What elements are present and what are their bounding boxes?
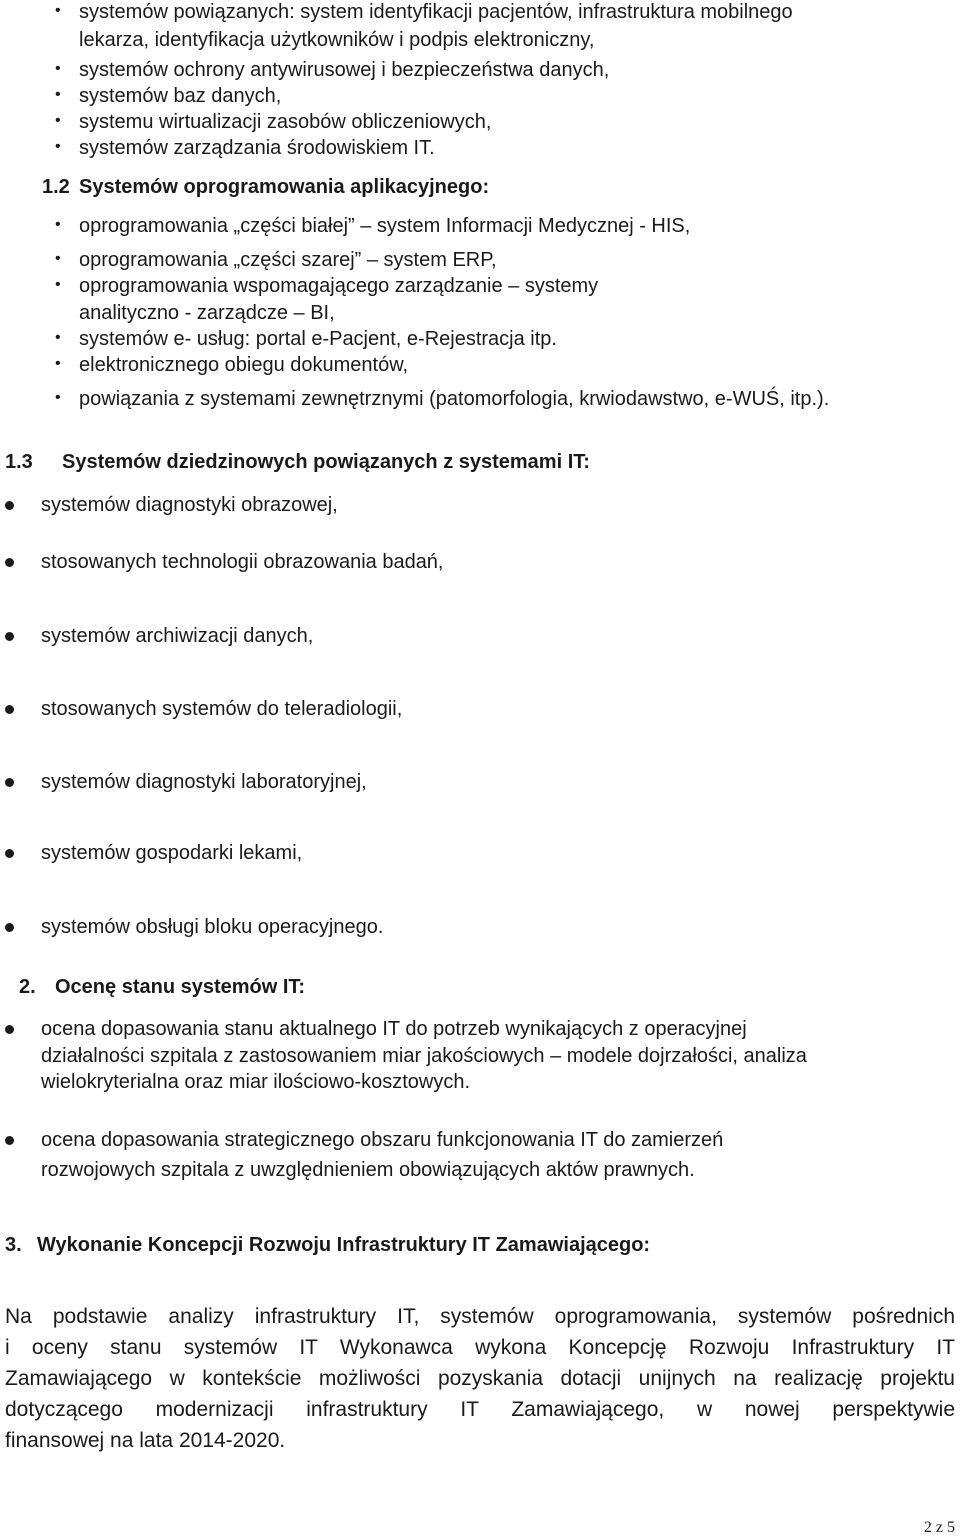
paragraph-line: finansowej na lata 2014-2020. [5,1429,286,1452]
list-item: systemów baz danych, [79,85,282,107]
bullet [5,778,14,787]
page-number: 2 z 5 [923,1519,955,1536]
list-item: systemów zarządzania środowiskiem IT. [79,137,435,159]
list-item: systemów gospodarki lekami, [41,842,303,864]
bullet: • [55,329,61,346]
list-item: stosowanych systemów do teleradiologii, [41,698,403,720]
section-number: 1.3 [5,451,33,473]
bullet: • [55,389,61,406]
bullet: • [55,112,61,129]
list-item: oprogramowania „części szarej” – system ERP, [79,249,497,271]
bullet: • [55,2,61,19]
section-heading: Systemów dziedzinowych powiązanych z systemami IT: [62,451,590,473]
list-item-continuation: działalności szpitala z zastosowaniem miar jakościowych – modele dojrzałości, analiza [41,1045,807,1067]
bullet: • [55,216,61,233]
list-item-continuation: lekarza, identyfikacja użytkowników i podpis elektroniczny, [79,29,595,51]
paragraph-line: Zamawiającego w kontekście możliwości pozyskania dotacji unijnych na realizację projektu [5,1367,955,1390]
list-item: systemów diagnostyki obrazowej, [41,494,338,516]
section-heading: Ocenę stanu systemów IT: [55,976,306,998]
section-number: 3. [5,1234,22,1256]
list-item: ocena dopasowania strategicznego obszaru funkcjonowania IT do zamierzeń [41,1129,724,1151]
bullet [5,705,14,714]
section-heading: Systemów oprogramowania aplikacyjnego: [79,176,490,198]
bullet: • [55,276,61,293]
section-number: 2. [19,976,36,998]
list-item-continuation: analityczno - zarządcze – BI, [79,302,335,324]
section-number: 1.2 [42,176,70,198]
bullet: • [55,138,61,155]
bullet [5,501,14,510]
list-item: systemów e- usług: portal e-Pacjent, e-Rejestracja itp. [79,328,557,350]
bullet: • [55,250,61,267]
bullet: • [55,86,61,103]
list-item: stosowanych technologii obrazowania badań, [41,551,444,573]
list-item: systemu wirtualizacji zasobów obliczeniowych, [79,111,492,133]
list-item: ocena dopasowania stanu aktualnego IT do potrzeb wynikających z operacyjnej [41,1018,747,1040]
bullet [5,558,14,567]
paragraph-line: Na podstawie analizy infrastruktury IT, systemów oprogramowania, systemów pośrednich [5,1305,955,1328]
paragraph-line: i oceny stanu systemów IT Wykonawca wykona Koncepcję Rozwoju Infrastruktury IT [5,1336,955,1359]
list-item-continuation: wielokryterialna oraz miar ilościowo-kosztowych. [41,1071,471,1093]
list-item: systemów ochrony antywirusowej i bezpieczeństwa danych, [79,59,610,81]
list-item: oprogramowania wspomagającego zarządzanie – systemy [79,275,599,297]
list-item: systemów archiwizacji danych, [41,625,314,647]
list-item-continuation: rozwojowych szpitala z uwzględnieniem obowiązujących aktów prawnych. [41,1159,695,1181]
bullet [5,849,14,858]
list-item: elektronicznego obiegu dokumentów, [79,354,409,376]
list-item: powiązania z systemami zewnętrznymi (patomorfologia, krwiodawstwo, e-WUŚ, itp.). [79,388,830,410]
list-item: systemów powiązanych: system identyfikacji pacjentów, infrastruktura mobilnego [79,1,793,23]
bullet [5,1136,14,1145]
paragraph-line: dotyczącego modernizacji infrastruktury IT Zamawiającego, w nowej perspektywie [5,1398,955,1421]
bullet [5,632,14,641]
section-heading: Wykonanie Koncepcji Rozwoju Infrastruktury IT Zamawiającego: [37,1234,651,1256]
list-item: oprogramowania „części białej” – system Informacji Medycznej - HIS, [79,215,691,237]
list-item: systemów obsługi bloku operacyjnego. [41,916,384,938]
bullet: • [55,60,61,77]
bullet: • [55,355,61,372]
list-item: systemów diagnostyki laboratoryjnej, [41,771,367,793]
bullet [5,1025,14,1034]
bullet [5,923,14,932]
